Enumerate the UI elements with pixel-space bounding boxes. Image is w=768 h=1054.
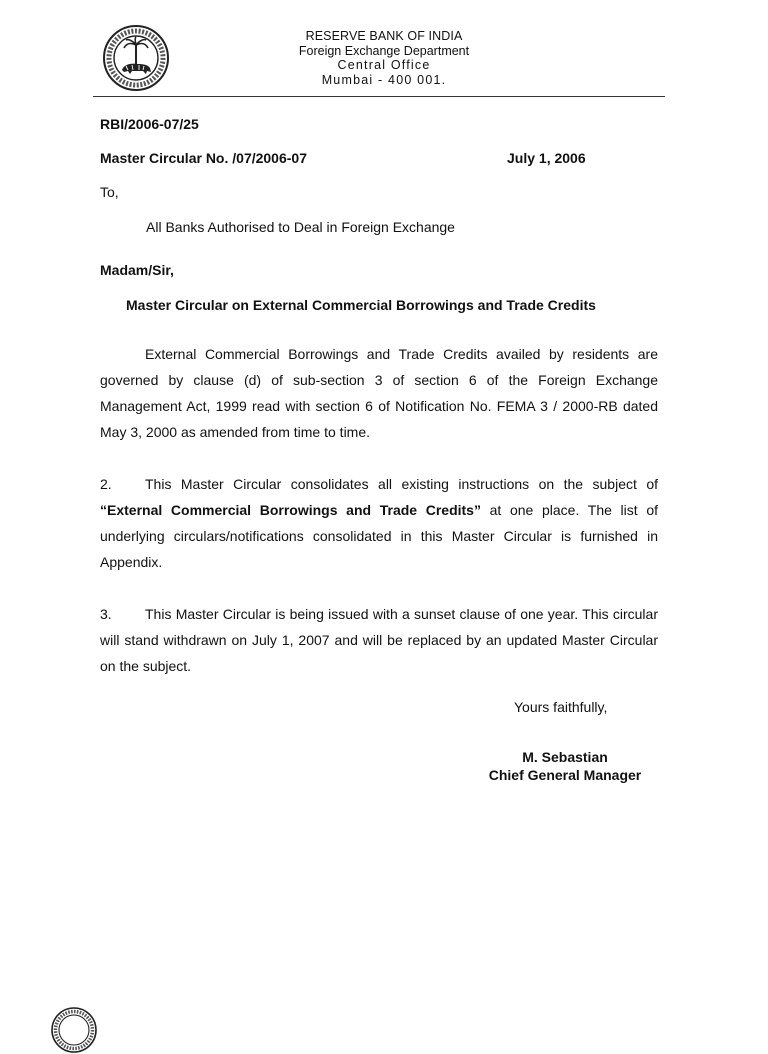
paragraph-2-text-after: at one place. The list of underlying circulars/notifications consolidated in this Master Circular is furnished in Appendix. <box>100 502 659 570</box>
paragraph-3-number: 3. <box>100 606 112 622</box>
signatory-name: M. Sebastian <box>522 749 608 765</box>
bank-name: RESERVE BANK OF INDIA <box>305 29 463 43</box>
office: Central Office <box>337 58 431 72</box>
letterhead <box>284 29 484 87</box>
signature-block <box>470 748 660 784</box>
address: Mumbai - 400 001. <box>321 72 447 87</box>
signatory-title: Chief General Manager <box>488 767 642 783</box>
rbi-seal-footer-logo <box>50 1006 98 1054</box>
circular-date: July 1, 2006 <box>507 150 586 166</box>
paragraph-2 <box>100 471 658 575</box>
reference-number: RBI/2006-07/25 <box>100 116 199 132</box>
rbi-seal-logo <box>102 24 170 92</box>
paragraph-2-number: 2. <box>100 476 112 492</box>
closing: Yours faithfully, <box>514 699 608 715</box>
paragraph-3 <box>100 601 658 679</box>
salutation: Madam/Sir, <box>100 262 174 278</box>
department: Foreign Exchange Department <box>298 43 470 58</box>
paragraph-1-text: External Commercial Borrowings and Trade Credits availed by residents are governed by clause (d) of sub-section 3 of section 6 of the Foreign Exchange Management Act, 1999 read with section 6 of Notification No. FEMA 3 / 2000-RB dated May 3, 2000 as amended from time to time. <box>100 346 658 440</box>
paragraph-2-text-before: This Master Circular consolidates all existing instructions on the subject of <box>145 476 658 492</box>
to-line: To, <box>100 184 119 200</box>
header-divider <box>93 96 665 97</box>
paragraph-2-highlight: “External Commercial Borrowings and Trade Credits” <box>100 502 481 518</box>
addressee: All Banks Authorised to Deal in Foreign Exchange <box>146 219 455 235</box>
subject-line: Master Circular on External Commercial Borrowings and Trade Credits <box>126 297 596 313</box>
paragraph-3-text: This Master Circular is being issued with a sunset clause of one year. This circular will stand withdrawn on July 1, 2007 and will be replaced by an updated Master Circular on the subject. <box>100 606 658 674</box>
circular-number: Master Circular No. /07/2006-07 <box>100 150 307 166</box>
paragraph-1 <box>100 341 658 445</box>
